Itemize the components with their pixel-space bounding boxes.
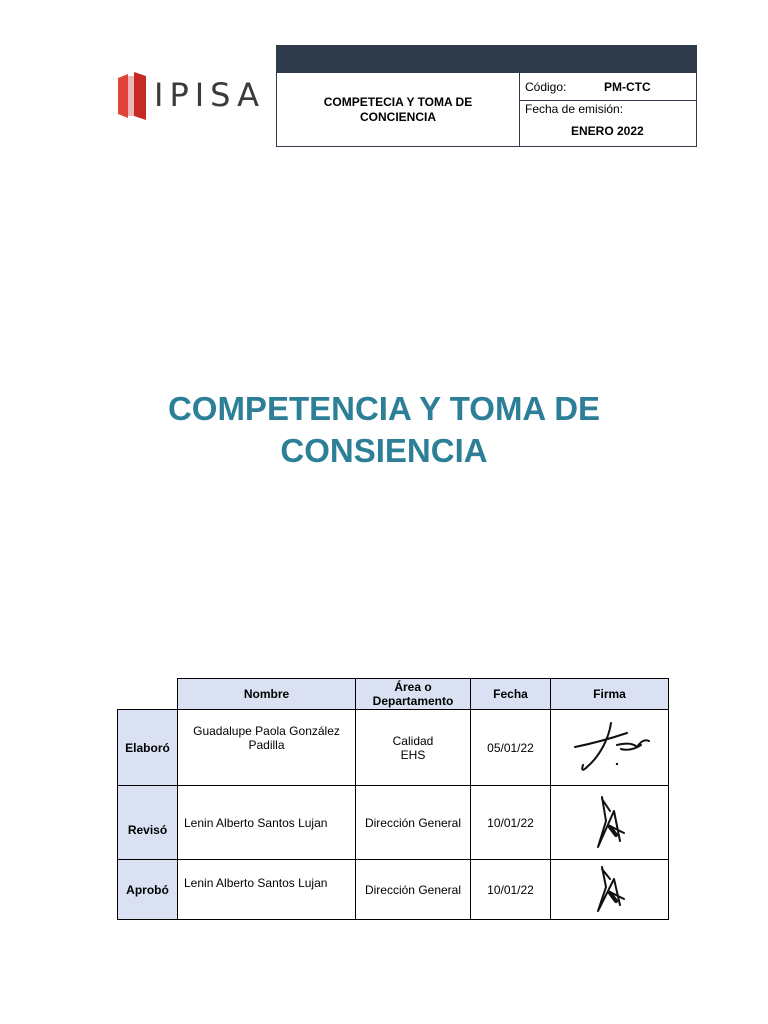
table-row <box>118 710 669 786</box>
row-role: Elaboró <box>118 710 178 786</box>
row-signature <box>551 786 669 860</box>
table-header-row <box>118 679 669 710</box>
logo-wordmark: IPISA <box>154 76 265 114</box>
company-logo <box>116 70 265 122</box>
row-area: Dirección General <box>356 786 471 860</box>
row-name: Guadalupe Paola González Padilla <box>193 724 340 752</box>
table-row <box>118 860 669 920</box>
row-role: Aprobó <box>118 860 178 920</box>
page-title: COMPETENCIA Y TOMA DE CONSIENCIA <box>167 390 601 469</box>
signature-angular-icon <box>580 863 640 917</box>
code-value: PM-CTC <box>604 80 651 94</box>
row-name-cell <box>178 710 356 786</box>
row-date: 05/01/22 <box>471 710 551 786</box>
signature-angular-icon <box>580 791 640 855</box>
header-code <box>519 73 696 101</box>
issue-date-value: ENERO 2022 <box>571 124 644 138</box>
row-area: Dirección General <box>356 860 471 920</box>
column-header: Fecha <box>471 679 551 710</box>
code-label: Código: <box>525 80 567 94</box>
header-doc-title: COMPETECIA Y TOMA DE CONCIENCIA <box>277 73 520 146</box>
row-date: 10/01/22 <box>471 860 551 920</box>
column-header <box>356 679 471 710</box>
column-header: Firma <box>551 679 669 710</box>
row-role: Revisó <box>118 786 178 860</box>
document-header <box>276 73 697 147</box>
signature-scribble-icon <box>565 715 655 781</box>
table-row <box>118 786 669 860</box>
header-bar <box>276 45 697 73</box>
header-issue-date <box>519 101 696 146</box>
header-corner <box>118 679 178 710</box>
row-signature <box>551 860 669 920</box>
row-signature <box>551 710 669 786</box>
column-header: Nombre <box>178 679 356 710</box>
row-date: 10/01/22 <box>471 786 551 860</box>
issue-date-label: Fecha de emisión: <box>525 102 624 116</box>
row-name: Lenin Alberto Santos Lujan <box>184 876 328 890</box>
row-area: Calidad EHS <box>356 710 471 786</box>
row-name-cell <box>178 860 356 920</box>
row-name: Lenin Alberto Santos Lujan <box>184 815 328 830</box>
approval-table <box>117 678 669 920</box>
row-name-cell <box>178 786 356 860</box>
logo-mark-icon <box>116 70 150 122</box>
column-header-area: Área o Departamento <box>372 680 454 708</box>
